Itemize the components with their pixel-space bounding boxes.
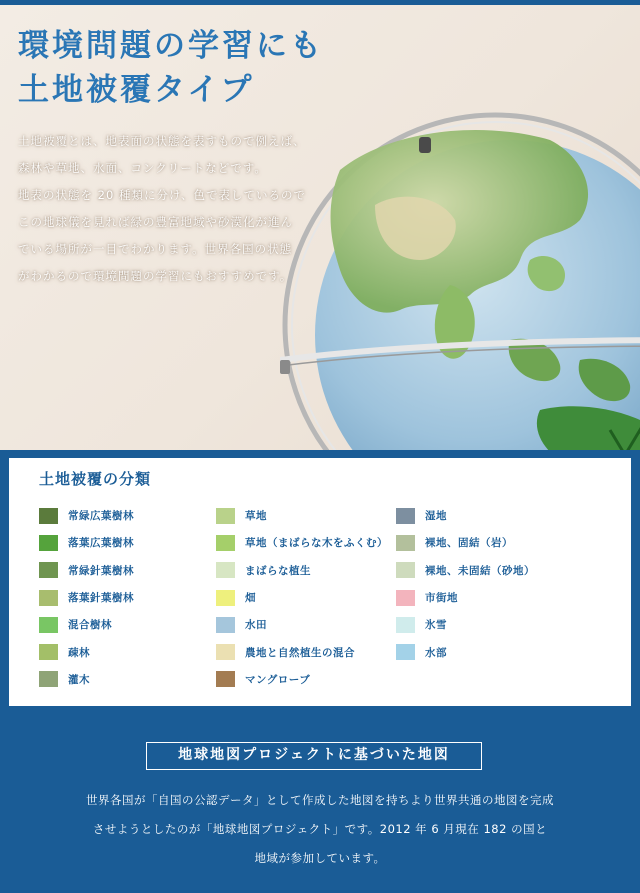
intro-line: 土地被覆とは、地表面の状態を表すもので例えば、 [18,134,306,148]
legend-item [39,557,134,584]
legend-swatch [396,644,415,660]
legend-item [396,529,535,556]
project-section [0,706,640,893]
legend-label: 常緑針葉樹林 [68,564,134,577]
legend-label: 農地と自然植生の混合 [245,646,355,659]
legend-label: マングローブ [245,673,311,686]
legend-swatch [39,590,58,606]
intro-line: でいる場所が一目でわかります。世界各国の状態 [18,242,293,256]
legend-item [39,584,134,611]
legend-item [396,638,535,665]
legend-item [39,529,134,556]
legend-label: まばらな植生 [245,564,311,577]
intro-line: この地球儀を見れば緑の豊富地域や砂漠化が進ん [18,215,293,229]
legend-title: 土地被覆の分類 [39,470,152,488]
legend-item [39,666,134,693]
legend-label: 湿地 [425,510,447,523]
legend-swatch [216,617,235,633]
legend-label: 落葉広葉樹林 [68,537,134,550]
legend-label: 氷雪 [425,619,447,632]
legend-item [396,557,535,584]
legend-swatch [216,671,235,687]
legend-swatch [216,562,235,578]
legend-swatch [216,535,235,551]
legend-item [39,502,134,529]
legend-item [396,584,535,611]
project-line: 地域が参加しています。 [254,851,386,865]
legend-item [216,529,388,556]
legend-item [396,611,535,638]
intro-line: がわかるので環境問題の学習にもおすすめです。 [18,269,293,283]
legend-label: 灌木 [68,673,90,686]
legend-label: 疎林 [68,646,90,659]
headline [18,24,324,112]
legend-column-1 [39,502,134,693]
legend-item [39,638,134,665]
legend-swatch [39,508,58,524]
legend-column-3 [396,502,535,666]
legend-swatch [39,644,58,660]
land-cover-legend [9,458,631,706]
legend-label: 水田 [245,619,267,632]
legend-label: 水部 [425,646,447,659]
project-line: させようとしたのが「地球地図プロジェクト」です。2012 年 6 月現在 182 の国と [92,822,548,836]
legend-swatch [396,535,415,551]
legend-label: 裸地、固結（岩） [425,537,513,550]
legend-item [396,502,535,529]
legend-label: 草地 [245,510,267,523]
project-title: 地球地図プロジェクトに基づいた地図 [146,742,482,770]
legend-swatch [216,644,235,660]
globe-image [280,110,640,450]
legend-swatch [39,617,58,633]
legend-label: 草地（まばらな木をふくむ） [245,537,388,550]
legend-swatch [396,617,415,633]
top-bar [0,0,640,5]
legend-item [216,666,388,693]
legend-item [216,584,388,611]
legend-swatch [396,562,415,578]
legend-item [39,611,134,638]
legend-label: 常緑広葉樹林 [68,510,134,523]
project-line: 世界各国が「自国の公認データ」として作成した地図を持ちより世界共通の地図を完成 [86,793,554,807]
intro-text [18,128,318,290]
legend-swatch [396,590,415,606]
legend-swatch [39,671,58,687]
legend-item [216,557,388,584]
legend-swatch [39,562,58,578]
legend-item [216,502,388,529]
legend-column-2 [216,502,388,693]
legend-label: 落葉針葉樹林 [68,592,134,605]
legend-swatch [396,508,415,524]
legend-item [216,611,388,638]
legend-swatch [216,508,235,524]
intro-line: 地表の状態を 20 種類に分け、色で表しているので [18,188,306,202]
intro-line: 森林や草地、水面、コンクリートなどです。 [18,161,267,175]
legend-item [216,638,388,665]
legend-swatch [216,590,235,606]
legend-label: 裸地、未固結（砂地） [425,564,535,577]
legend-label: 畑 [245,592,256,605]
legend-swatch [39,535,58,551]
legend-label: 市街地 [425,592,458,605]
legend-label: 混合樹林 [68,619,112,632]
headline-line-2: 土地被覆タイプ [18,72,255,108]
project-description [0,786,640,873]
headline-line-1: 環境問題の学習にも [18,28,324,64]
